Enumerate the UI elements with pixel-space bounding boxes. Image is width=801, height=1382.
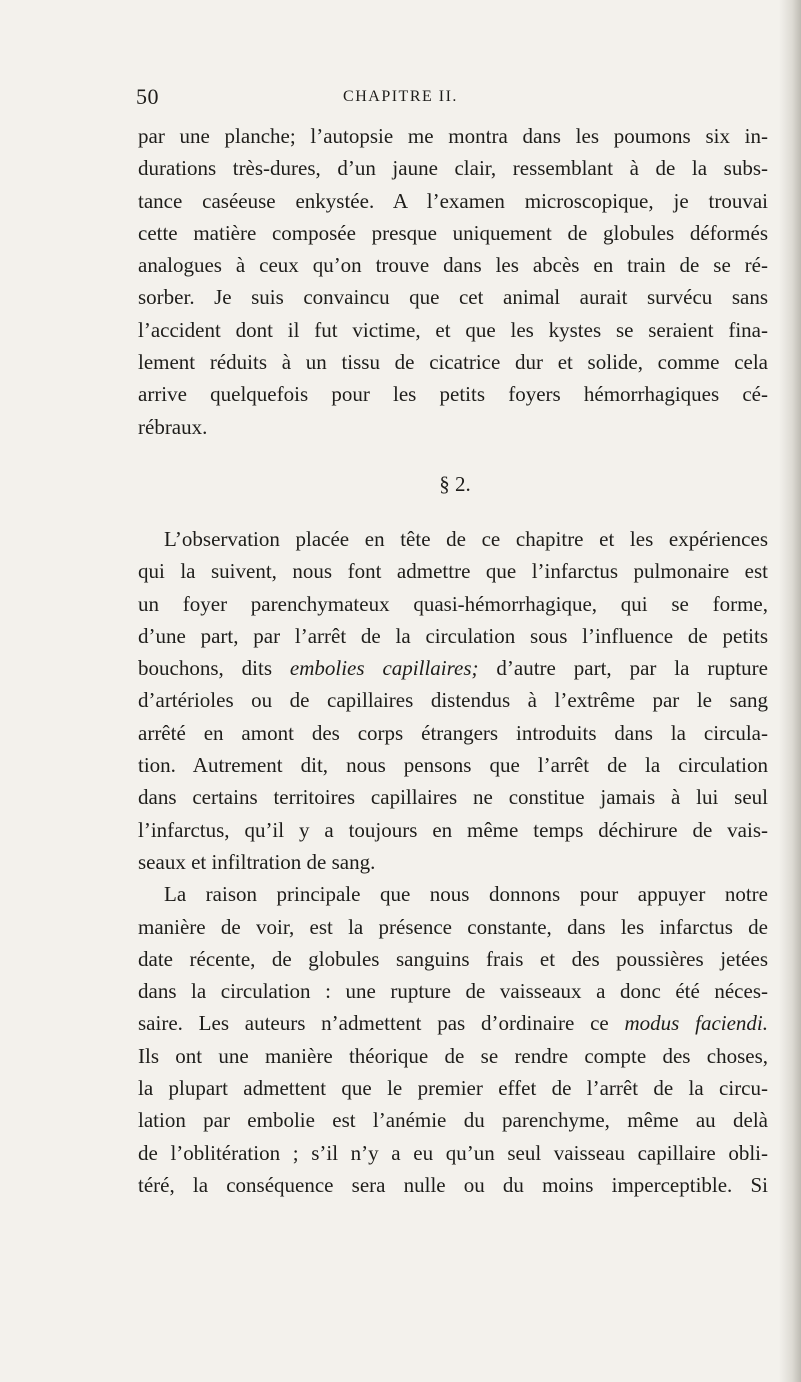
italic-term: modus faciendi. xyxy=(624,1011,769,1036)
text-line: cette matière composée presque uniquement de globules déformés xyxy=(138,220,768,245)
text-line: arrive quelquefois pour les petits foyers hémorrhagiques cé- xyxy=(138,382,768,407)
text-line: date récente, de globules sanguins frais et des poussières jetées xyxy=(138,946,768,971)
text-run: saire. Les auteurs n’admettent pas d’ordinaire ce xyxy=(138,1011,625,1036)
text-line: manière de voir, est la présence constante, dans les infarctus de xyxy=(138,914,768,939)
text-line-mixed xyxy=(138,1007,768,1039)
text-line: d’artérioles ou de capillaires distendus à l’extrême par le sang xyxy=(138,688,768,713)
text-line: durations très-dures, d’un jaune clair, ressemblant à de la subs- xyxy=(138,156,768,181)
paragraph-1 xyxy=(138,120,768,443)
text-line: téré, la conséquence sera nulle ou du moins imperceptible. Si xyxy=(138,1172,768,1197)
text-line: tion. Autrement dit, nous pensons que l’arrêt de la circulation xyxy=(138,753,768,778)
section-heading: § 2. xyxy=(439,471,471,496)
text-line: dans certains territoires capillaires ne constitue jamais à lui seul xyxy=(138,785,768,810)
running-title: CHAPITRE II. xyxy=(343,88,458,105)
text-line: d’une part, par l’arrêt de la circulation sous l’influence de petits xyxy=(138,623,768,648)
text-line: l’infarctus, qu’il y a toujours en même temps déchirure de vais- xyxy=(138,817,768,842)
page-edge-shadow xyxy=(779,0,801,1382)
text-line: sorber. Je suis convaincu que cet animal aurait survécu sans xyxy=(138,285,768,310)
text-line: L’observation placée en tête de ce chapitre et les expériences xyxy=(164,526,768,551)
body-text xyxy=(138,120,768,1201)
text-line: dans la circulation : une rupture de vaisseaux a donc été néces- xyxy=(138,979,768,1004)
text-line: lation par embolie est l’anémie du parenchyme, même au delà xyxy=(138,1108,768,1133)
text-line: La raison principale que nous donnons pour appuyer notre xyxy=(164,882,768,907)
text-line: qui la suivent, nous font admettre que l’infarctus pulmonaire est xyxy=(138,559,768,584)
text-line: Ils ont une manière théorique de se rendre compte des choses, xyxy=(138,1043,768,1068)
text-line: arrêté en amont des corps étrangers introduits dans la circula- xyxy=(138,720,768,745)
text-run: d’autre part, par la rupture xyxy=(478,656,768,681)
italic-term: embolies capillaires; xyxy=(289,656,479,681)
text-line: l’accident dont il fut victime, et que les kystes se seraient fina- xyxy=(138,317,768,342)
text-line: rébraux. xyxy=(138,414,208,439)
text-line: de l’oblitération ; s’il n’y a eu qu’un seul vaisseau capillaire obli- xyxy=(138,1140,768,1165)
text-line: lement réduits à un tissu de cicatrice dur et solide, comme cela xyxy=(138,350,768,375)
paragraph-3 xyxy=(138,878,768,1201)
text-line: seaux et infiltration de sang. xyxy=(138,849,376,874)
text-line: analogues à ceux qu’on trouve dans les abcès en train de se ré- xyxy=(138,253,768,278)
text-line: tance caséeuse enkystée. A l’examen microscopique, je trouvai xyxy=(138,188,768,213)
text-line: la plupart admettent que le premier effet de l’arrêt de la circu- xyxy=(138,1076,768,1101)
text-run: bouchons, dits xyxy=(138,656,290,681)
text-line: par une planche; l’autopsie me montra dans les poumons six in- xyxy=(138,124,768,148)
text-line: un foyer parenchymateux quasi-hémorrhagique, qui se forme, xyxy=(138,591,768,616)
text-line-mixed xyxy=(138,652,768,684)
paragraph-2 xyxy=(138,523,768,878)
page-number: 50 xyxy=(136,84,159,109)
